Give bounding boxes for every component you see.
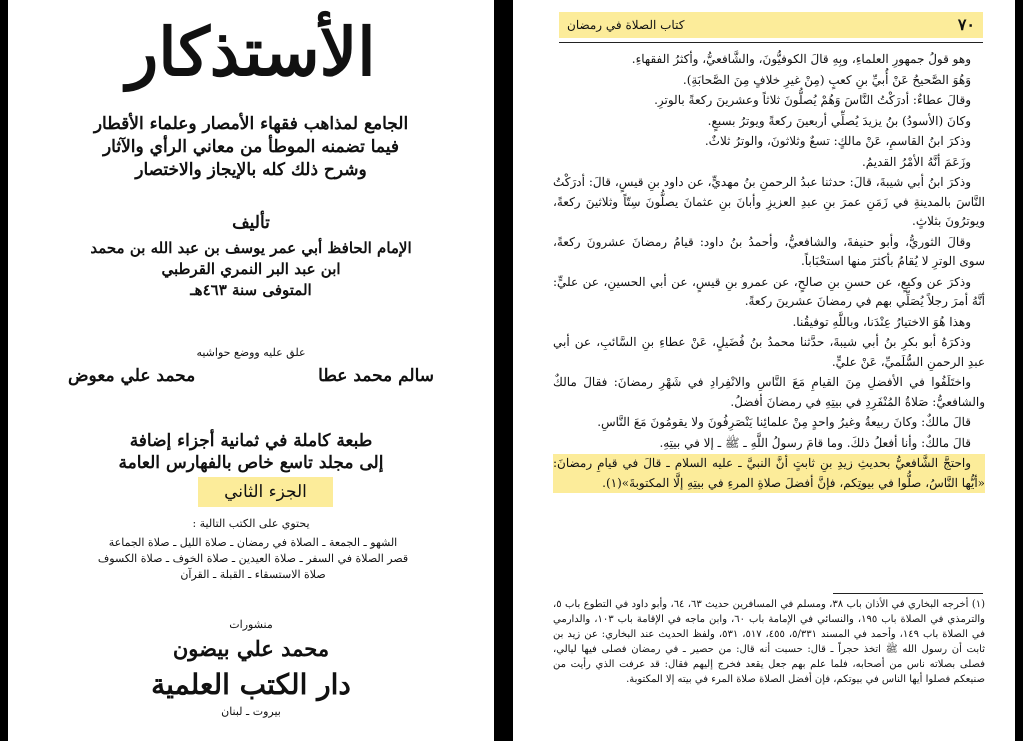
subtitle-line: وشرح ذلك كله بالإيجاز والاختصار — [135, 160, 367, 180]
author-line: الإمام الحافظ أبي عمر يوسف بن عبد الله بن محمد — [90, 239, 412, 257]
editor-name: سالم محمد عطا — [318, 366, 434, 386]
paragraph: وذكرَهُ أبو بكرِ بنُ أبي شيبةَ، حدَّثنا محمدُ بنُ فُضَيلٍ، عَنْ عطاءِ بنِ السَّائبِ، عن أبي عبدِ الرحمنِ السُّلَميِّ، عَنْ عليٍّ. — [553, 335, 985, 369]
publisher-house: دار الكتب العلمية — [151, 668, 351, 701]
author-line: المتوفى سنة ٤٦٣هـ — [190, 281, 312, 299]
paragraph: وقالَ الثوريُّ، وأبو حنيفةَ، والشافعيُّ، وأحمدُ بنُ داود: قيامُ رمضانَ عشرونَ ركعةً، سوى الوترِ لا يُقامُ بأكثرَ منها استحْبَاباً. — [553, 234, 985, 268]
topics-line: صلاة الاستسقاء ـ القبلة ـ القرآن — [180, 568, 326, 581]
edition-line: طبعة كاملة في ثمانية أجزاء إضافة — [129, 431, 373, 451]
paragraph: واحتجَّ الشَّافعيُّ بحديثِ زيدِ بنِ ثابتٍ أنَّ النبيَّ ـ عليه السلام ـ قالَ في قيامِ رمضانَ: «أيُّها النَّاسُ، صلُّوا في بيوتِكم، فإنَّ أفضلَ صلاةِ المرءِ في بيتِهِ إلَّا المكتوبةَ»(١). — [553, 454, 985, 493]
topics-line: الشهو ـ الجمعة ـ الصلاة في رمضان ـ صلاة الليل ـ صلاة الجماعة — [108, 536, 398, 549]
header-rule — [559, 42, 983, 43]
volume-label: الجزء الثاني — [198, 477, 333, 507]
topics-list — [48, 535, 458, 583]
paragraph: قالَ مالكٌ: وأنا أفعلُ ذلكَ. وما قامَ رسولُ اللَّهِ ـ ﷺ ـ إلا في بيتِهِ. — [659, 435, 971, 450]
editors-label: علق عليه ووضع حواشيه — [196, 346, 306, 359]
paragraph: وهذا هُوَ الاختيارُ عِنْدَنا، وباللَّهِ توفيقُنا. — [792, 314, 971, 329]
publisher-city: بيروت ـ لبنان — [221, 705, 281, 718]
author-line: ابن عبد البر النمري القرطبي — [161, 260, 341, 278]
publisher-name: محمد علي بيضون — [172, 636, 330, 661]
editor-name: محمد علي معوض — [68, 366, 196, 386]
subtitle-line: الجامع لمذاهب فقهاء الأمصار وعلماء الأقطار — [93, 114, 409, 134]
page-header — [559, 12, 983, 38]
page-number: ٧٠ — [957, 15, 975, 34]
running-title: كتاب الصلاة في رمضان — [567, 18, 685, 32]
body-text — [553, 50, 985, 494]
paragraph: وهو قولُ جمهورِ العلماءِ، وبِهِ قالَ الكوفيُّونَ، والشَّافعيُّ، وأكثرُ الفقهاءِ. — [631, 52, 971, 66]
text-page — [513, 0, 1015, 741]
paragraph: قالَ مالكٌ: وكانَ ربيعةُ وغيرُ واحدٍ مِنْ علمائِنا يَنْصَرِفُونَ ولا يقومُونَ مَعَ النَّاسِ. — [597, 415, 971, 429]
paragraph: وقالَ عطاءٌ: أدرَكْتُ النَّاسَ وَهُمْ يُصلُّونَ ثلاثاً وعشرينَ ركعةً بالوترِ. — [654, 93, 971, 107]
footnote: (١) أخرجه البخاري في الأذان باب ٣٨، ومسلم في المسافرين حديث ٦٣، ٦٤، وأبو داود في التطوع باب ٥، والترمذي في الصلاة باب ١٩٥، والنسائي في الإمامة باب ٦٠، وابن ماجه في الإقامة باب ١٠٣، والدارمي في الصلاة باب ١٤٩، وأحمد في المسند ٥/٣٣١، ٤٥٥، ٥١٧، ٥٣١، ولفظ الحديث عند البخاري: عن زيد بن ثابت أن رسول الله ﷺ اتخذ حجراً ـ قال: حسبت أنه قال: من حصير ـ في رمضان فصلى فيها ليالي، فصلى بصلاته ناس من أصحابه، فلما علم بهم جعل يقعد فخرج إليهم فقال: قد عرفت الذي رأيت من صنيعكم فصلوا أيها الناس في بيوتكم، فإن أفضل الصلاة صلاة المرء في بيته إلا المكتوبة. — [553, 599, 986, 685]
subtitle — [28, 113, 474, 182]
subtitle-line: فيما تضمنه الموطأ من معاني الرأي والآثار — [102, 137, 400, 157]
edition-note — [48, 430, 454, 474]
paragraph: وكانَ (الأسودُ) بنُ يزيدَ يُصلِّي أربعينَ ركعةً ويوترُ بسبعٍ. — [707, 113, 971, 128]
paragraph: وَهُوَ الصَّحيحُ عَنْ أُبيِّ بنِ كعبٍ (مِنْ غيرِ خلافٍ مِنَ الصَّحابَةِ). — [682, 72, 971, 87]
paragraph: واختَلَفُوا في الأفضلِ مِنَ القيامِ مَعَ النَّاسِ والانْفِرادِ في شَهْرِ رمضانَ: فقالَ مالكٌ والشافعيُّ: صَلاةُ المُنْفَرِدِ في بيتِهِ في رمضانَ أفضلُ. — [553, 375, 985, 409]
paragraph: وذكرَ عن وكيعٍ، عن حسنِ بنِ صالحٍ، عن عمرو بنِ قيسٍ، عن أبي الحسينِ، عن عليٍّ: أنَّهُ أمرَ رجلاً يُصَلِّي بهم في رمضانَ عشرينَ ركعةً. — [553, 274, 985, 308]
title-page — [8, 0, 494, 741]
book-title: الأستذكار — [126, 13, 376, 91]
paragraph: وذكرَ ابنُ أبي شيبةَ، قالَ: حدثنا عبدُ الرحمنِ بنُ مهديٍّ، عن داود بنِ قيسٍ، قالَ: أدرَكْتُ النَّاسَ بالمدينةِ في زَمَنِ عمرَ بنِ عبدِ العزيزِ وأبانَ بنِ عثمانَ يصلُّونَ سِتّاً وثلاثينَ ركعةً، ويوترُونَ بثلاثٍ. — [553, 175, 985, 228]
publisher-label: منشورات — [229, 618, 273, 631]
editors — [68, 366, 434, 386]
paragraph: وزَعَمَ أنَّهُ الأمْرُ القديمُ. — [861, 154, 971, 169]
topics-line: قصر الصلاة في السفر ـ صلاة العيدين ـ صلاة الخوف ـ صلاة الكسوف — [97, 552, 409, 565]
author — [48, 238, 454, 301]
contents-label: يحتوي على الكتب التالية : — [192, 517, 310, 530]
footnote-rule — [833, 593, 983, 594]
authored-by-label: تأليف — [232, 213, 270, 233]
edition-line: إلى مجلد تاسع خاص بالفهارس العامة — [118, 453, 384, 473]
paragraph: وذكرَ ابنُ القاسمِ، عَنْ مالكٍ: تسعٌ وثلاثونَ، والوترُ ثلاثٌ. — [704, 134, 971, 148]
